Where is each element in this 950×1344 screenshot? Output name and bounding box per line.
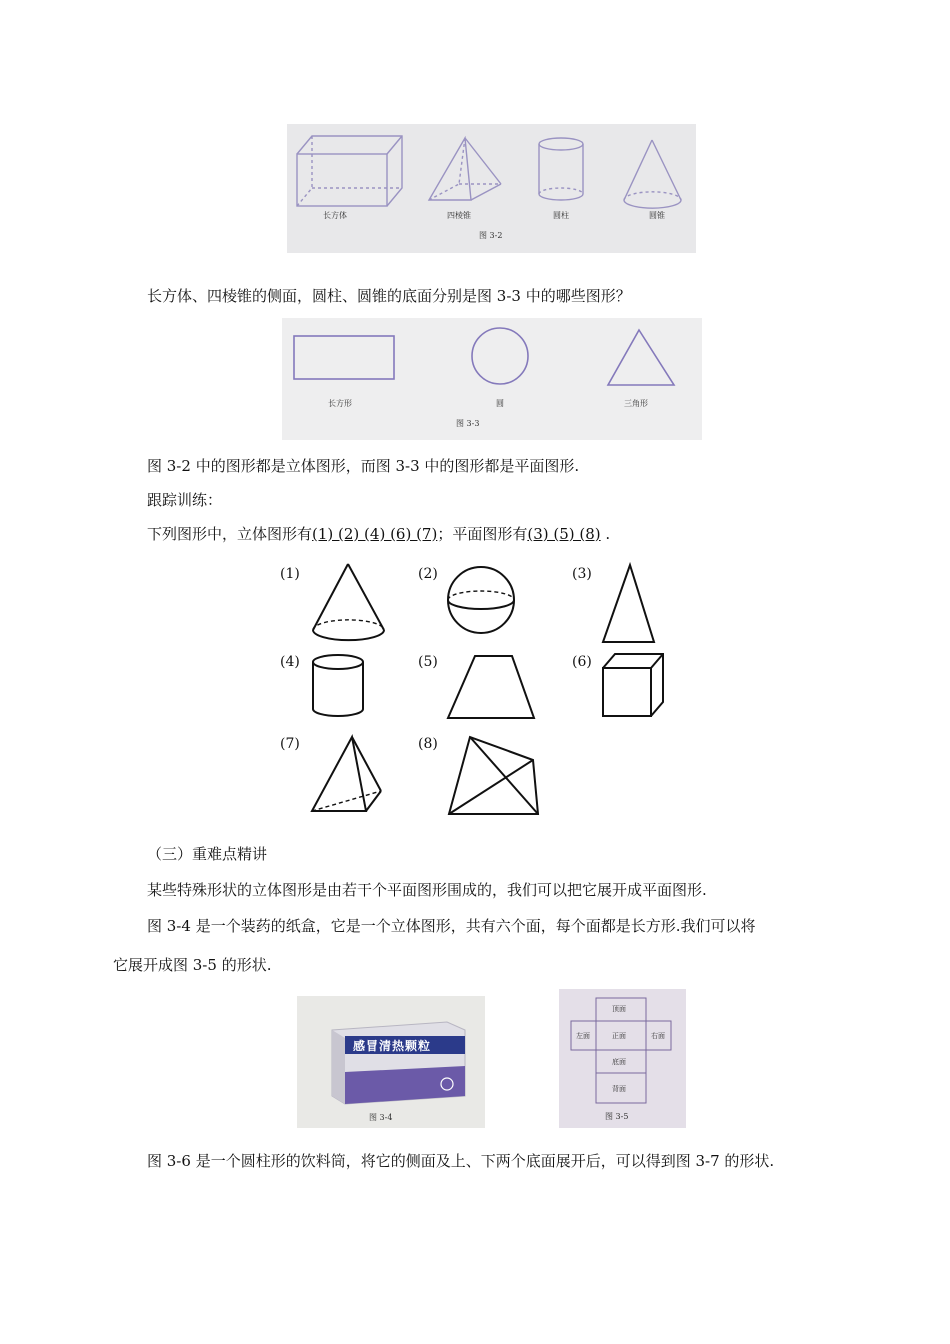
- label-triangle: 三角形: [624, 399, 648, 408]
- face-back: 背面: [612, 1085, 626, 1093]
- shape-label-2: (2): [418, 566, 438, 582]
- paragraph-exercise-title: 跟踪训练：: [147, 491, 223, 509]
- exercise-prefix: 下列图形中，立体图形有: [147, 525, 313, 543]
- face-right: 右面: [651, 1032, 665, 1040]
- paragraph-intro: 某些特殊形状的立体图形是由若干个平面图形围成的，我们可以把它展开成平面图形.: [147, 881, 707, 899]
- label-circle: 圆: [496, 399, 504, 408]
- answer-plane: (3) (5) (8): [527, 525, 601, 543]
- figure-3-2: [287, 124, 696, 253]
- figure-caption: 图 3-3: [456, 419, 480, 428]
- box-product-name: 感冒清热颗粒: [353, 1039, 432, 1053]
- label-cone: 圆锥: [649, 211, 665, 220]
- shape-label-3: (3): [572, 566, 592, 582]
- face-left: 左面: [576, 1032, 590, 1040]
- shape-label-4: (4): [280, 654, 300, 670]
- figure-caption: 图 3-2: [479, 231, 503, 240]
- label-pyramid: 四棱锥: [447, 211, 471, 220]
- label-cylinder: 圆柱: [553, 211, 569, 220]
- figure-3-3: [282, 318, 702, 440]
- paragraph-box-line2: 它展开成图 3-5 的形状.: [113, 956, 272, 974]
- shapes-drawing: [280, 560, 690, 822]
- face-bottom: 底面: [612, 1058, 626, 1066]
- exercise-middle: ；平面图形有: [437, 525, 528, 543]
- label-rectangle: 长方形: [328, 399, 352, 408]
- figure-caption: 图 3-5: [605, 1112, 629, 1121]
- plane-shapes-drawing: [282, 318, 702, 440]
- shape-label-5: (5): [418, 654, 438, 670]
- figure-caption: 图 3-4: [369, 1113, 393, 1122]
- label-cuboid: 长方体: [323, 211, 347, 220]
- face-front: 正面: [612, 1032, 626, 1040]
- section-heading: （三）重难点精讲: [147, 845, 268, 863]
- shape-label-6: (6): [572, 654, 592, 670]
- paragraph-can: 图 3-6 是一个圆柱形的饮料筒，将它的侧面及上、下两个底面展开后，可以得到图 3-7 的形状.: [147, 1152, 775, 1170]
- exercise-shapes: [280, 560, 690, 822]
- figure-3-5: [559, 989, 686, 1128]
- shape-label-7: (7): [280, 736, 300, 752]
- paragraph-question: 长方体、四棱锥的侧面，圆柱、圆锥的底面分别是图 3-3 中的哪些图形？: [147, 287, 631, 305]
- medicine-box-photo: [297, 996, 485, 1128]
- shape-label-1: (1): [280, 566, 300, 582]
- exercise-suffix: .: [600, 525, 611, 543]
- answer-solid: (1) (2) (4) (6) (7): [312, 525, 438, 543]
- paragraph-statement: 图 3-2 中的图形都是立体图形，而图 3-3 中的图形都是平面图形.: [147, 457, 580, 475]
- paragraph-exercise: [147, 524, 610, 544]
- figure-3-4: [297, 996, 485, 1128]
- face-top: 顶面: [612, 1005, 626, 1013]
- paragraph-box-line1: 图 3-4 是一个装药的纸盒，它是一个立体图形，共有六个面，每个面都是长方形.我们可以将: [147, 917, 756, 935]
- shape-label-8: (8): [418, 736, 438, 752]
